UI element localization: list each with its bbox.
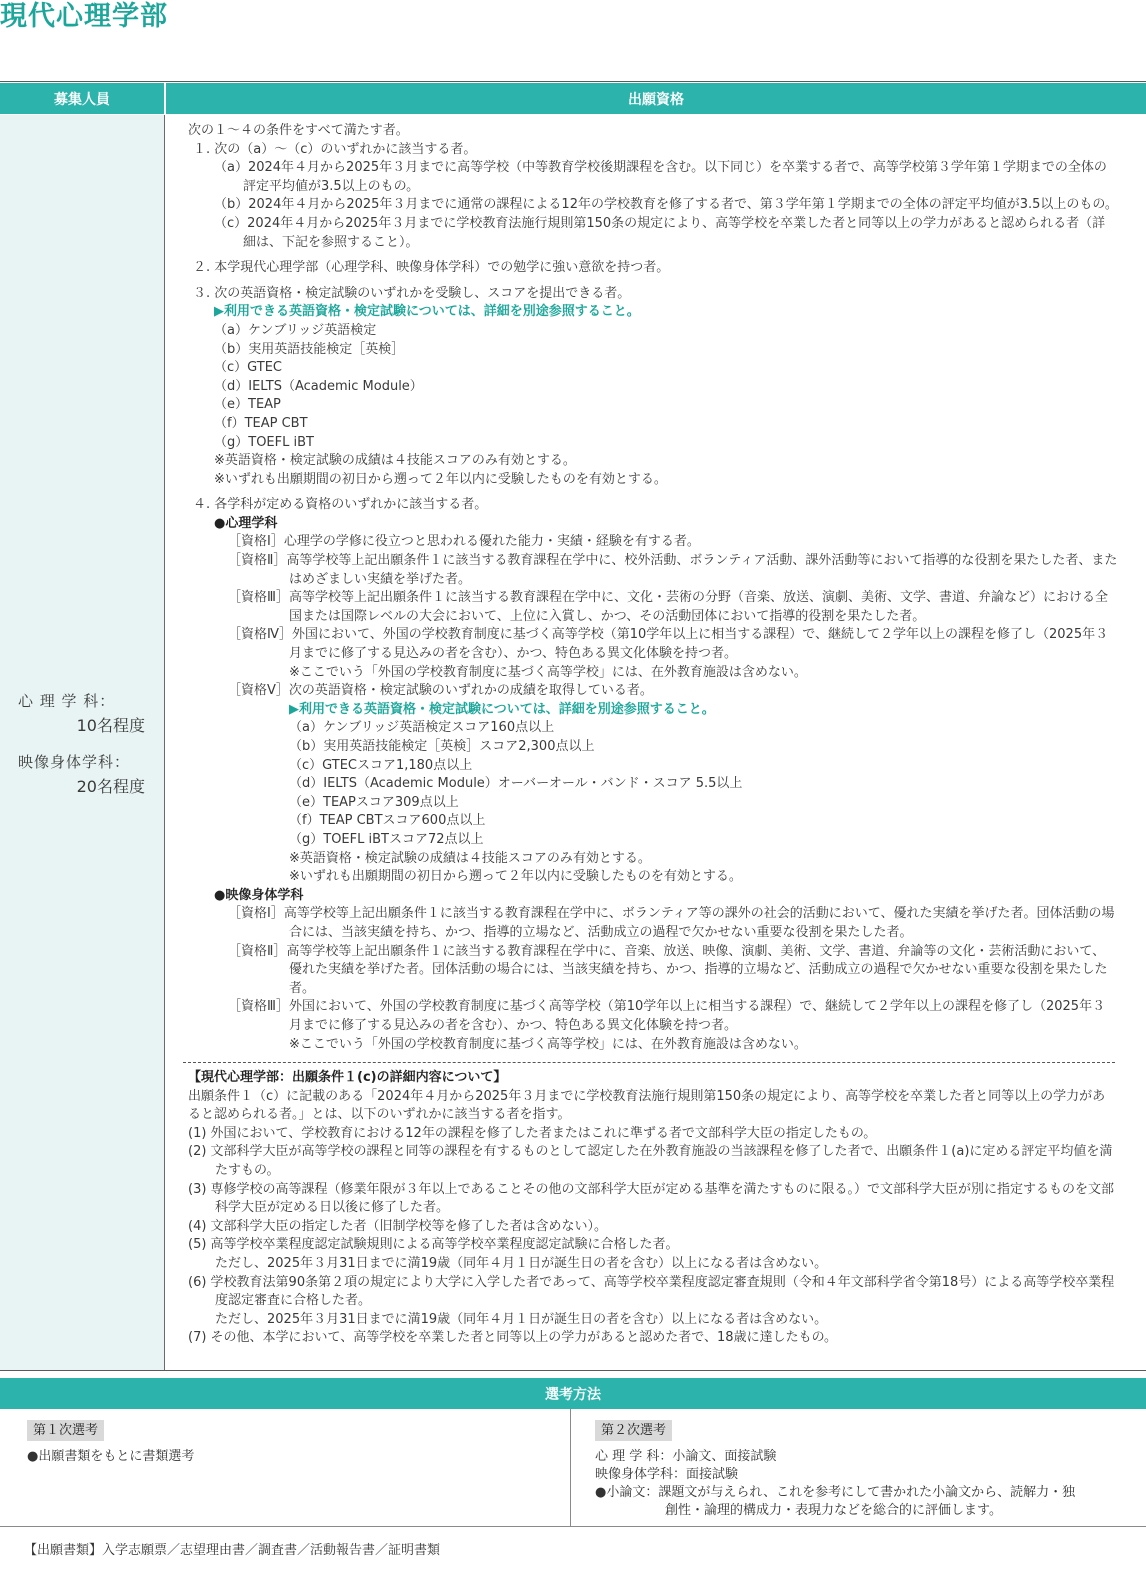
second-selection-line: 創性・論理的構成力・表現力などを総合的に評価します。 — [665, 1503, 1002, 1518]
film-qualification-1: ［資格Ⅰ］高等学校等上記出願条件１に該当する教育課程在学中に、ボランティア等の課外の社会的活動において、優れた実績を挙げた者。団体活動の場合には、当該実績を持ち、かつ、指導的立場など、活動成立の過程で欠かせない重要な役割を果たした者。 — [228, 906, 1115, 940]
detail-item-4: (4) 文部科学大臣の指定した者（旧制学校等を修了した者は含めない）。 — [188, 1218, 608, 1234]
film-qualification-3-note: ※ここでいう「外国の学校教育制度に基づく高等学校」には、在外教育施設は含めない。 — [289, 1036, 807, 1052]
page-title: 現代心理学部 — [0, 1, 168, 32]
detail-item-6-note: ただし、2025年３月31日までに満19歳（同年４月１日が誕生日の者を含む）以上になる者は含めない。 — [215, 1311, 828, 1327]
psychology-qualification-5: ［資格Ⅴ］次の英語資格・検定試験のいずれかの成績を取得している者。 — [228, 683, 653, 699]
film-heading: ●映像身体学科 — [214, 887, 304, 903]
condition-3: ３. 次の英語資格・検定試験のいずれかを受験し、スコアを提出できる者。 — [193, 285, 631, 301]
detail-item-2: (2) 文部科学大臣が高等学校の課程と同等の課程を有するものとして認定した在外教育施設の当該課程を修了した者で、出願条件１(a)に定める評定平均値を満たすもの。 — [188, 1144, 1113, 1179]
first-selection-description: ●出願書類をもとに書類選考 — [27, 1449, 195, 1464]
psychology-qualification-3: ［資格Ⅲ］高等学校等上記出願条件１に該当する教育課程在学中に、文化・芸術の分野（音楽、放送、演劇、美術、文学、書道、弁論など）における全国または国際レベルの大会において、上位に入賞し、かつ、その活動団体において指導的役割を果たした者。 — [228, 590, 1108, 624]
column-divider — [164, 115, 165, 1371]
qualification-content — [188, 122, 1118, 1348]
condition-3-reference-note: ▶利用できる英語資格・検定試験については、詳細を別途参照すること。 — [214, 304, 640, 320]
condition-1c: （c）2024年４月から2025年３月までに学校教育法施行規則第150条の規定により、高等学校を卒業した者と同等以上の学力があると認められる者（詳細は、下記を参照すること）。 — [214, 215, 1106, 250]
english-test-item: （c）GTEC — [214, 360, 282, 376]
psychology-qualification-5-remark: ※いずれも出願期間の初日から遡って２年以内に受験したものを有効とする。 — [289, 869, 742, 885]
first-selection-tag: 第１次選考 — [27, 1420, 104, 1441]
english-test-item: （a）ケンブリッジ英語検定 — [214, 322, 377, 338]
english-test-item: （b）実用英語技能検定［英検］ — [214, 341, 405, 357]
psychology-qualification-4-note: ※ここでいう「外国の学校教育制度に基づく高等学校」には、在外教育施設は含めない。 — [289, 664, 807, 680]
selection-title: 選考方法 — [0, 1378, 1146, 1409]
table-bottom-rule — [0, 1370, 1146, 1371]
english-score-item: （g）TOEFL iBTスコア72点以上 — [289, 831, 484, 847]
psychology-qualification-1: ［資格Ⅰ］心理学の学修に役立つと思われる優れた能力・実績・経験を有する者。 — [228, 534, 700, 550]
psychology-qualification-4: ［資格Ⅳ］外国において、外国の学校教育制度に基づく高等学校（第10学年以上に相当する課程）で、継続して２学年以上の課程を修了し（2025年３月までに修了する見込みの者を含む）、かつ、特色ある異文化体験を持つ者。 — [228, 627, 1109, 662]
capacity-value-psychology: 10名程度 — [76, 716, 145, 735]
detail-item-5: (5) 高等学校卒業程度認定試験規則による高等学校卒業程度認定試験に合格した者。 — [188, 1237, 679, 1253]
psychology-qualification-2: ［資格Ⅱ］高等学校等上記出願条件１に該当する教育課程在学中に、校外活動、ボランティア活動、課外活動等において指導的な役割を果たした者、またはめざましい実績を挙げた者。 — [228, 553, 1118, 587]
capacity-column — [0, 115, 164, 1371]
capacity-label-film: 映像身体学科： — [18, 753, 131, 771]
second-selection-line: 映像身体学科：面接試験 — [595, 1467, 739, 1482]
header-qualification: 出願資格 — [166, 83, 1146, 114]
english-score-item: （c）GTECスコア1,180点以上 — [289, 757, 473, 773]
english-test-item: （e）TEAP — [214, 397, 281, 413]
selection-bottom-rule — [0, 1526, 1146, 1527]
first-selection-panel — [0, 1409, 570, 1526]
detail-item-6: (6) 学校教育法第90条第２項の規定により大学に入学した者であって、高等学校卒業程度認定審査規則（令和４年文部科学省令第18号）による高等学校卒業程度認定審査に合格した者。 — [188, 1274, 1115, 1309]
film-qualification-2: ［資格Ⅱ］高等学校等上記出願条件１に該当する教育課程在学中に、音楽、放送、映像、演劇、美術、文学、書道、弁論等の文化・芸術活動において、優れた実績を挙げた者。団体活動の場合には、当該実績を持ち、かつ、指導的立場など、活動成立の過程で欠かせない重要な役割を果たした者。 — [228, 943, 1108, 996]
detail-item-1: (1) 外国において、学校教育における12年の課程を修了した者またはこれに準ずる者で文部科学大臣の指定したもの。 — [188, 1125, 877, 1141]
first-selection-text — [27, 1448, 194, 1466]
second-selection-tag: 第２次選考 — [595, 1420, 672, 1441]
dashed-divider — [183, 1062, 1115, 1063]
condition-1a: （a）2024年４月から2025年３月までに高等学校（中等教育学校後期課程を含む。以下同じ）を卒業する者で、高等学校第３学年第１学期までの全体の評定平均値が3.5以上のもの。 — [214, 160, 1107, 194]
english-score-item: （d）IELTS（Academic Module）オーバーオール・バンド・スコア 5.5以上 — [289, 776, 743, 792]
condition-2: ２. 本学現代心理学部（心理学科、映像身体学科）での勉学に強い意欲を持つ者。 — [193, 260, 670, 276]
english-score-item: （b）実用英語技能検定［英検］スコア2,300点以上 — [289, 739, 595, 754]
header-capacity: 募集人員 — [0, 83, 164, 114]
detail-item-7: (7) その他、本学において、高等学校を卒業した者と同等以上の学力があると認めた者で、18歳に達したもの。 — [188, 1330, 838, 1346]
psychology-heading: ●心理学科 — [214, 515, 278, 531]
condition-3-remark: ※英語資格・検定試験の成績は４技能スコアのみ有効とする。 — [214, 453, 576, 469]
second-selection-text — [595, 1448, 1075, 1520]
english-score-item: （e）TEAPスコア309点以上 — [289, 794, 459, 810]
psychology-qualification-5-reference-note: ▶利用できる英語資格・検定試験については、詳細を別途参照すること。 — [289, 701, 715, 717]
capacity-label-psychology: 心 理 学 科： — [18, 692, 116, 710]
condition-1b: （b）2024年４月から2025年３月までに通常の課程による12年の学校教育を修了する者で、第３学年第１学期までの全体の評定平均値が3.5以上のもの。 — [214, 197, 1118, 213]
qual-intro: 次の１～４の条件をすべて満たす者。 — [188, 123, 409, 138]
condition-3-remark: ※いずれも出願期間の初日から遡って２年以内に受験したものを有効とする。 — [214, 471, 667, 487]
english-score-item: （f）TEAP CBTスコア600点以上 — [289, 813, 486, 829]
english-test-item: （f）TEAP CBT — [214, 415, 308, 431]
detail-heading: 【現代心理学部：出願条件１(c)の詳細内容について】 — [188, 1070, 507, 1086]
detail-item-3: (3) 専修学校の高等課程（修業年限が３年以上であることその他の文部科学大臣が定める基準を満たすものに限る。）で文部科学大臣が別に指定するものを文部科学大臣が定める日以後に修了した者。 — [188, 1181, 1115, 1216]
english-test-item: （d）IELTS（Academic Module） — [214, 378, 423, 394]
film-qualification-3: ［資格Ⅲ］外国において、外国の学校教育制度に基づく高等学校（第10学年以上に相当する課程）で、継続して２学年以上の課程を修了し（2025年３月までに修了する見込みの者を含む）、かつ、特色ある異文化体験を持つ者。 — [228, 999, 1106, 1033]
required-documents: 【出願書類】入学志願票／志望理由書／調査書／活動報告書／証明書類 — [24, 1543, 441, 1558]
condition-4: ４. 各学科が定める資格のいずれかに該当する者。 — [193, 497, 488, 513]
detail-item-5-note: ただし、2025年３月31日までに満19歳（同年４月１日が誕生日の者を含む）以上になる者は含めない。 — [215, 1256, 828, 1272]
english-test-item: （g）TOEFL iBT — [214, 434, 314, 450]
second-selection-line: ●小論文：課題文が与えられ、これを参考にして書かれた小論文から、読解力・独 — [595, 1485, 1076, 1500]
capacity-value-film: 20名程度 — [76, 777, 145, 796]
second-selection-panel — [571, 1409, 1146, 1526]
table-top-rule — [0, 81, 1146, 82]
psychology-qualification-5-remark: ※英語資格・検定試験の成績は４技能スコアのみ有効とする。 — [289, 850, 651, 866]
english-score-item: （a）ケンブリッジ英語検定スコア160点以上 — [289, 720, 555, 736]
detail-intro: 出願条件１（c）に記載のある「2024年４月から2025年３月までに学校教育法施行規則第150条の規定により、高等学校を卒業した者と同等以上の学力があると認められる者。」とは、以下のいずれかに該当する者を指す。 — [188, 1088, 1106, 1123]
condition-1: １. 次の（a）～（c）のいずれかに該当する者。 — [193, 141, 477, 157]
second-selection-line: 心 理 学 科：小論文、面接試験 — [595, 1449, 777, 1464]
